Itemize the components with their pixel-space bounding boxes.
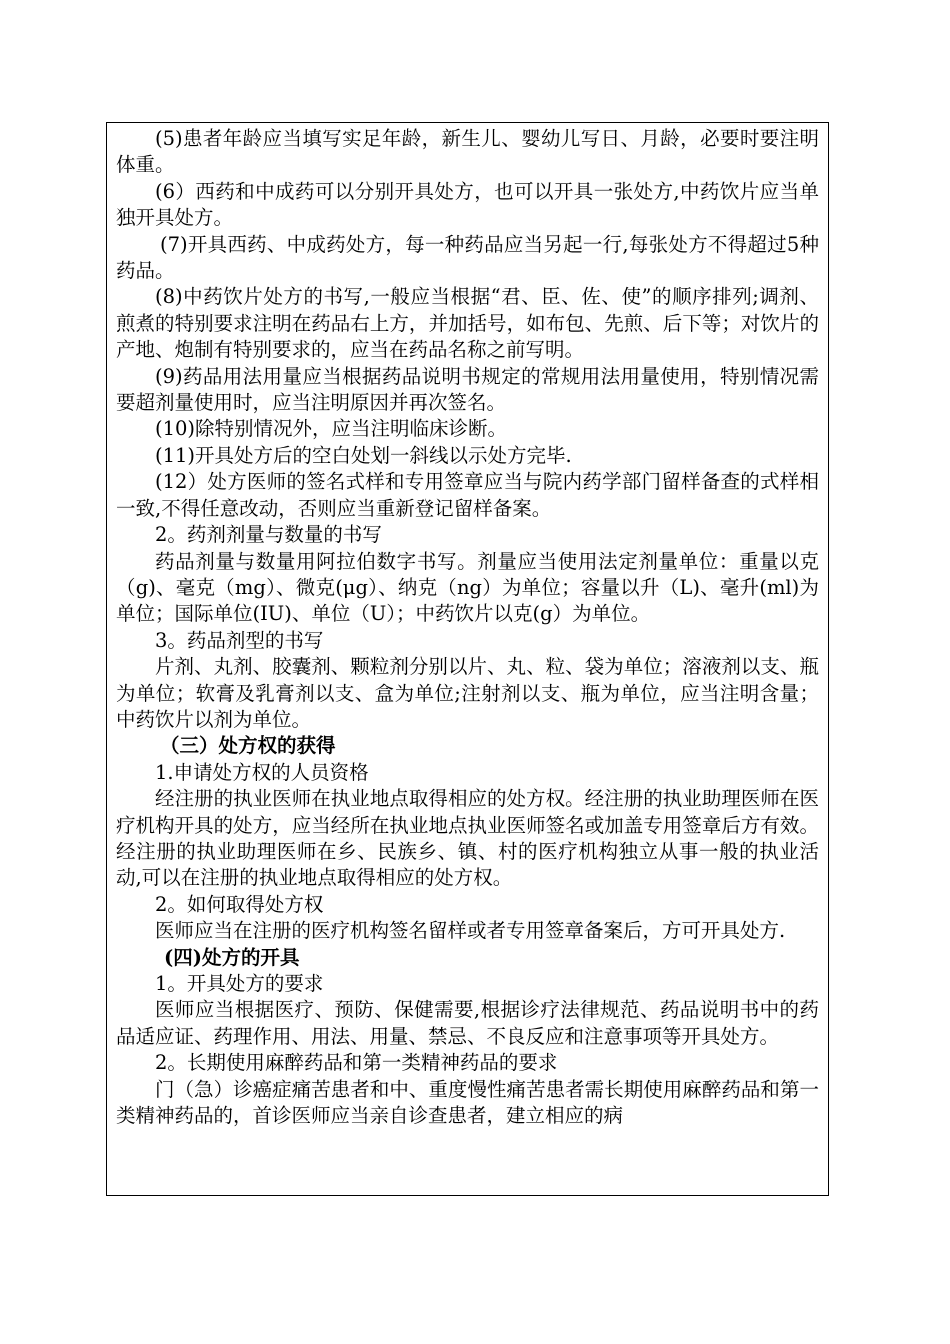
- paragraph-item-8: (8)中药饮片处方的书写,一般应当根据“君、臣、佐、使”的顺序排列;调剂、煎煮的特别要求注明在药品右上方，并加括号，如布包、先煎、后下等；对饮片的产地、炮制有特别要求的，应当在药品名称之前写明。: [116, 285, 819, 362]
- paragraph-item-5: (5)患者年龄应当填写实足年龄，新生儿、婴幼儿写日、月龄，必要时要注明体重。: [116, 127, 819, 177]
- paragraph-dosage-form: 片剂、丸剂、胶囊剂、颗粒剂分别以片、丸、粒、袋为单位；溶液剂以支、瓶为单位；软膏及乳膏剂以支、盒为单位;注射剂以支、瓶为单位，应当注明含量；中药饮片以剂为单位。: [116, 655, 819, 731]
- subheading-qualification: 1.申请处方权的人员资格: [155, 760, 369, 784]
- paragraph-item-12: (12）处方医师的签名式样和专用签章应当与院内药学部门留样备查的式样相一致,不得任意改动，否则应当重新登记留样备案。: [116, 470, 819, 520]
- section-heading-4: (四)处方的开具: [164, 945, 300, 969]
- subheading-narcotics: 2。长期使用麻醉药品和第一类精神药品的要求: [155, 1051, 558, 1075]
- paragraph-qualification: 经注册的执业医师在执业地点取得相应的处方权。经注册的执业助理医师在医疗机构开具的处方，应当经所在执业地点执业医师签名或加盖专用签章后方有效。经注册的执业助理医师在乡、民族乡、镇、村的医疗机构独立从事一般的执业活动,可以在注册的执业地点取得相应的处方权。: [116, 787, 819, 890]
- paragraph-requirements: 医师应当根据医疗、预防、保健需要,根据诊疗法律规范、药品说明书中的药品适应证、药理作用、用法、用量、禁忌、不良反应和注意事项等开具处方。: [116, 998, 819, 1048]
- subheading-dosage: 2。药剂剂量与数量的书写: [155, 523, 382, 547]
- paragraph-item-9: (9)药品用法用量应当根据药品说明书规定的常规用法用量使用，特别情况需要超剂量使用时，应当注明原因并再次签名。: [116, 364, 819, 415]
- paragraph-item-10: (10)除特别情况外，应当注明临床诊断。: [155, 417, 508, 441]
- paragraph-dosage: 药品剂量与数量用阿拉伯数字书写。剂量应当使用法定剂量单位：重量以克（g)、毫克（mg）、微克(μg）、纳克（ng）为单位；容量以升（L)、毫升(ml)为单位；国际单位(IU)、单位（U）；中药饮片以克(g）为单位。: [116, 549, 819, 626]
- section-heading-3: （三）处方权的获得: [160, 734, 336, 758]
- document-body: [116, 126, 819, 1129]
- subheading-obtain: 2。如何取得处方权: [155, 892, 324, 916]
- paragraph-obtain: 医师应当在注册的医疗机构签名留样或者专用签章备案后，方可开具处方.: [155, 919, 786, 943]
- paragraph-item-7: (7)开具西药、中成药处方，每一种药品应当另起一行,每张处方不得超过5种药品。: [116, 232, 819, 283]
- subheading-requirements: 1。开具处方的要求: [155, 972, 324, 995]
- paragraph-item-6: (6）西药和中成药可以分别开具处方，也可以开具一张处方,中药饮片应当单独开具处方。: [116, 179, 819, 230]
- paragraph-item-11: (11)开具处方后的空白处划一斜线以示处方完毕.: [155, 443, 572, 467]
- paragraph-narcotics: 门（急）诊癌症痛苦患者和中、重度慢性痛苦患者需长期使用麻醉药品和第一类精神药品的，首诊医师应当亲自诊查患者，建立相应的病: [116, 1077, 819, 1128]
- subheading-dosage-form: 3。药品剂型的书写: [155, 628, 324, 652]
